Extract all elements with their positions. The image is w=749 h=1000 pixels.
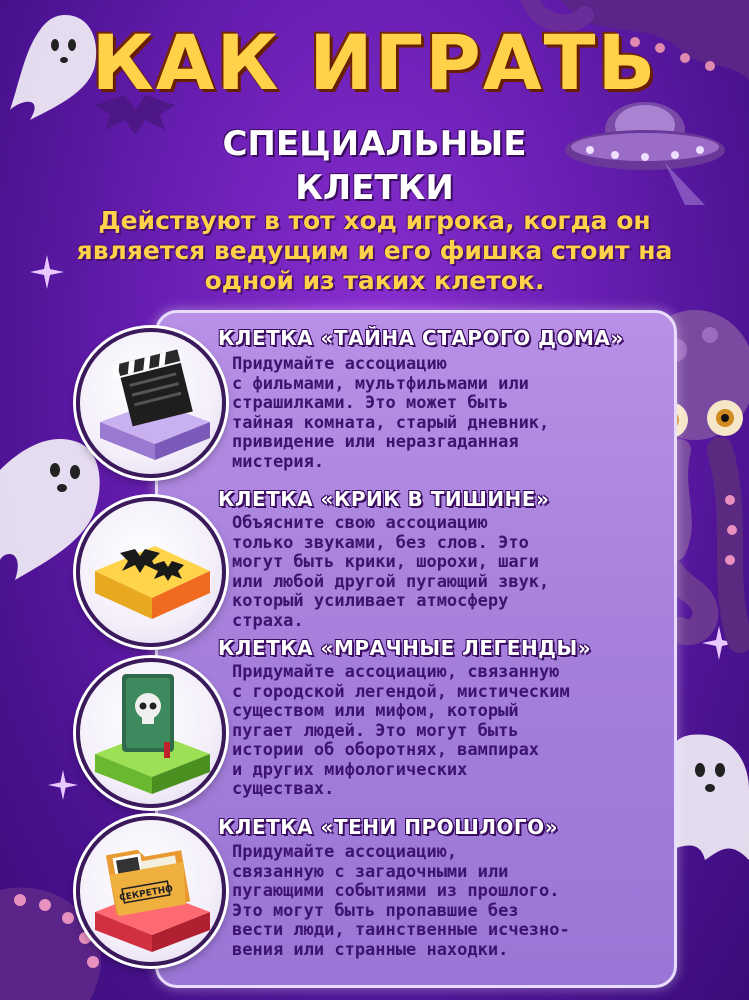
clapperboard-icon	[80, 332, 222, 474]
section-text-1: Придумайте ассоциацию с фильмами, мультфильмами или страшилками. Это может быть тайная комната, старый дневник, привидение или неразгаданная мистерия.	[232, 354, 550, 472]
section-title-1: КЛЕТКА «ТАЙНА СТАРОГО ДОМА»	[218, 326, 624, 350]
intro-text: Действуют в тот ход игрока, когда он является ведущим и его фишка стоит на одной из таких клеток.	[76, 206, 673, 295]
section-text-4: Придумайте ассоциацию, связанную с загадочными или пугающими событиями из прошлого. Это могут быть пропавшие без вести люди, таинственные исчезно- вения или странные находки.	[232, 842, 570, 960]
subtitle-line-2: КЛЕТКИ	[295, 168, 454, 208]
star-left-icon	[30, 255, 64, 289]
star-bottom-left-icon	[48, 770, 78, 800]
page-title: КАК ИГРАТЬ	[91, 18, 658, 107]
bats-icon	[80, 501, 222, 643]
section-badge-3	[76, 658, 226, 808]
folder-label: СЕКРЕТНО	[118, 884, 174, 904]
section-text-3: Придумайте ассоциацию, связанную с городской легендой, мистическим существом или мифом, который пугает людей. Это могут быть истории об оборотнях, вампирах и других мифологических существах.	[232, 662, 570, 799]
section-badge-4	[76, 816, 226, 966]
page-subtitle	[0, 122, 749, 210]
skull-book-icon	[80, 662, 222, 804]
section-title-3: КЛЕТКА «МРАЧНЫЕ ЛЕГЕНДЫ»	[218, 636, 592, 660]
section-title-4: КЛЕТКА «ТЕНИ ПРОШЛОГО»	[218, 815, 559, 839]
section-badge-1	[76, 328, 226, 478]
section-title-2: КЛЕТКА «КРИК В ТИШИНЕ»	[218, 487, 550, 511]
section-text-2: Объясните свою ассоциацию только звуками, без слов. Это могут быть крики, шорохи, шаги или любой другой пугающий звук, который усиливает атмосферу страха.	[232, 513, 550, 631]
section-badge-2	[76, 497, 226, 647]
secret-folder-icon	[80, 820, 222, 962]
subtitle-line-1: СПЕЦИАЛЬНЫЕ	[222, 124, 527, 164]
